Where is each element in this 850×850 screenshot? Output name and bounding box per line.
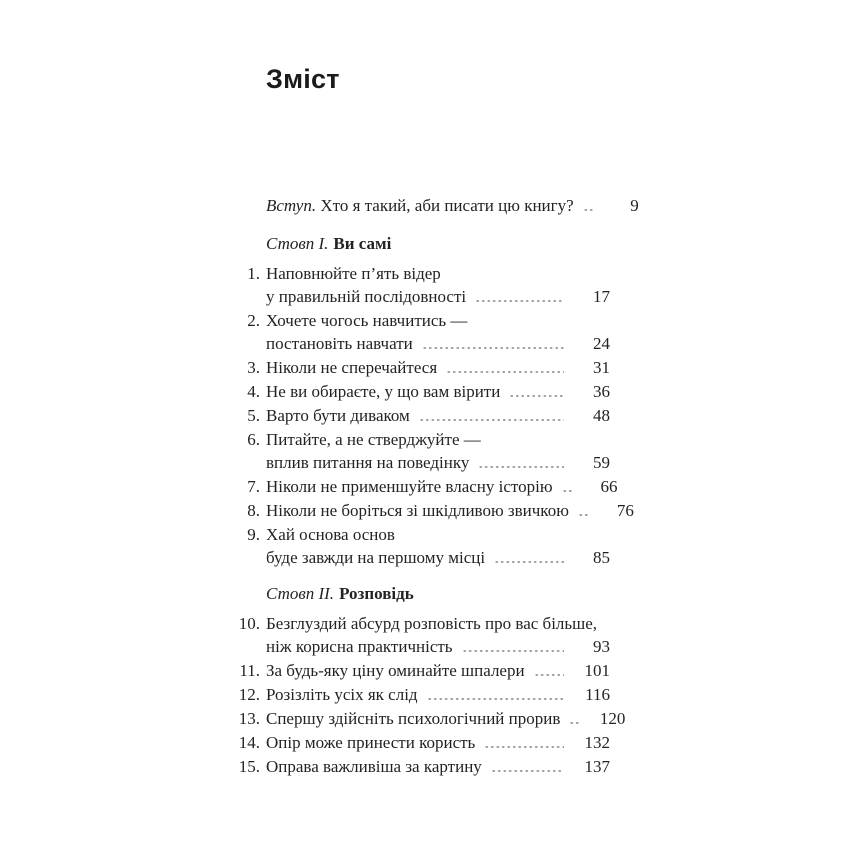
toc-item [247, 523, 610, 569]
toc-item-line [266, 707, 626, 730]
toc-item-line [266, 659, 610, 682]
toc-item-page-number: 24 [593, 334, 610, 353]
toc-item-text: Варто бути диваком [266, 406, 410, 425]
toc-item-line [266, 546, 610, 569]
toc-item [247, 380, 610, 403]
toc-item-text: постановіть навчати [266, 334, 413, 353]
table-of-contents [238, 194, 639, 779]
toc-item-text: у правильній послідовності [266, 287, 467, 306]
toc-item-line [266, 332, 610, 355]
toc-item-number: 6. [247, 430, 260, 449]
toc-item-page-number: 59 [593, 453, 610, 472]
toc-item-text: вплив питання на поведінку [266, 453, 470, 472]
toc-item-text: Оправа важливіша за картину [266, 757, 482, 776]
toc-item-page-number: 17 [593, 287, 610, 306]
toc-item [247, 475, 618, 498]
dot-leader [494, 561, 564, 563]
toc-intro-page-number: 9 [630, 196, 639, 215]
dot-leader [446, 371, 564, 373]
section-header [266, 232, 610, 255]
toc-item [247, 356, 610, 379]
toc-item-page-number: 85 [593, 548, 610, 567]
toc-item-line: Хай основа основ [266, 525, 395, 544]
toc-item-number: 9. [247, 525, 260, 544]
toc-item-page-number: 66 [600, 477, 618, 496]
toc-item-page-number: 31 [593, 358, 610, 377]
toc-item-number: 12. [238, 685, 260, 704]
toc-item-number: 13. [238, 709, 260, 728]
toc-item-number: 2. [247, 311, 260, 330]
toc-item-line [266, 356, 610, 379]
toc-item [239, 659, 610, 682]
section-header-label: Розповідь [339, 584, 414, 603]
toc-item-line [266, 285, 610, 308]
dot-leader [562, 490, 572, 492]
dot-leader [484, 746, 564, 748]
section-header-label: Ви самі [333, 234, 392, 253]
toc-item-text: Не ви обираєте, у що вам вірити [266, 382, 501, 401]
toc-item-text: Опір може принести користь [266, 733, 476, 752]
toc-item-number: 4. [247, 382, 260, 401]
toc-item [247, 262, 610, 308]
toc-item [238, 707, 626, 730]
toc-item-text: За будь-яку ціну оминайте шпалери [266, 661, 525, 680]
toc-item-number: 15. [238, 757, 260, 776]
toc-item-text: буде завжди на першому місці [266, 548, 486, 567]
toc-item-line [266, 451, 610, 474]
toc-item-line: Питайте, а не стверджуйте — [266, 430, 481, 449]
toc-item-page-number: 48 [593, 406, 610, 425]
toc-item-page-number: 101 [584, 661, 610, 680]
dot-leader [534, 674, 564, 676]
toc-item-line [266, 380, 610, 403]
toc-item-page-number: 137 [584, 757, 610, 776]
toc-item-number: 7. [247, 477, 260, 496]
toc-item [247, 428, 610, 474]
dot-leader [491, 770, 564, 772]
toc-item-text: Спершу здійсніть психологічний прорив [266, 709, 561, 728]
dot-leader [569, 722, 579, 724]
section-header-prefix: Стовп II. [266, 584, 335, 603]
section-header [266, 582, 610, 605]
dot-leader [419, 419, 564, 421]
toc-item-text: Розізліть усіх як слід [266, 685, 418, 704]
toc-item-page-number: 120 [599, 709, 626, 728]
toc-item [238, 755, 610, 778]
toc-item-number: 3. [247, 358, 260, 377]
dot-leader [478, 466, 564, 468]
dot-leader [583, 209, 593, 211]
dot-leader [475, 300, 564, 302]
toc-item-line: Безглуздий абсурд розповість про вас більше, [266, 614, 598, 633]
toc-intro-text: Вступ. Хто я такий, аби писати цю книгу? [266, 196, 574, 215]
toc-item-line [266, 475, 618, 498]
toc-item-page-number: 76 [616, 501, 634, 520]
toc-item-number: 10. [238, 614, 260, 633]
toc-item-number: 5. [247, 406, 260, 425]
toc-item-number: 14. [238, 733, 260, 752]
toc-item [247, 404, 610, 427]
dot-leader [427, 698, 564, 700]
dot-leader [578, 514, 588, 516]
page-title: Зміст [266, 64, 340, 94]
toc-item-page-number: 132 [584, 733, 610, 752]
dot-leader [509, 395, 564, 397]
toc-item-page-number: 93 [593, 637, 610, 656]
toc-item-line [266, 683, 610, 706]
toc-item-line: Хочете чогось навчитись — [266, 311, 468, 330]
toc-item-line [266, 499, 634, 522]
toc-item-text: Ніколи не боріться зі шкідливою звичкою [266, 501, 569, 520]
toc-item-line [266, 404, 610, 427]
toc-item-line [266, 755, 610, 778]
toc-item-text: Ніколи не сперечайтеся [266, 358, 438, 377]
toc-item [247, 309, 610, 355]
toc-item [238, 683, 610, 706]
dot-leader [462, 650, 564, 652]
toc-item-text: Ніколи не применшуйте власну історію [266, 477, 553, 496]
toc-item-text: ніж корисна практичність [266, 637, 453, 656]
dot-leader [422, 347, 564, 349]
toc-item-page-number: 116 [585, 685, 610, 704]
toc-item [247, 499, 634, 522]
toc-item-page-number: 36 [593, 382, 610, 401]
toc-item-number: 1. [247, 264, 260, 283]
toc-item-number: 8. [247, 501, 260, 520]
section-header-prefix: Стовп I. [266, 234, 329, 253]
toc-item [238, 612, 610, 658]
toc-item-line [266, 635, 610, 658]
toc-item-number: 11. [239, 661, 260, 680]
toc-intro-prefix: Вступ. [266, 196, 317, 215]
toc-item-line: Наповнюйте п’ять відер [266, 264, 441, 283]
toc-item-line [266, 731, 610, 754]
toc-item [238, 731, 610, 754]
toc-intro-row [266, 194, 639, 217]
